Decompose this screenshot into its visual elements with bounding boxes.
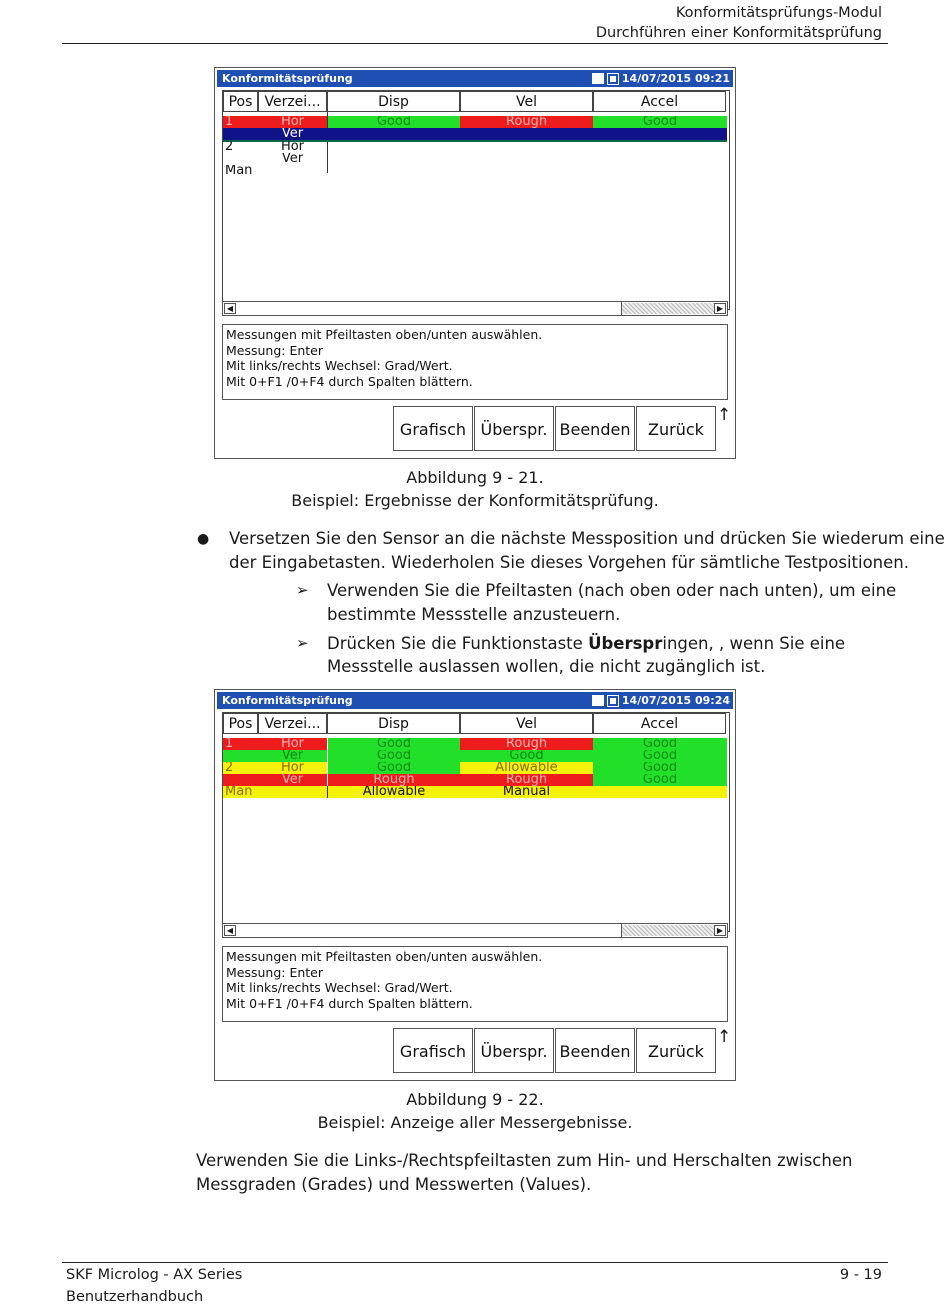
column-header-accel[interactable]: Accel bbox=[593, 91, 726, 112]
column-header-direction[interactable]: Verzei... bbox=[258, 91, 327, 112]
arrow-bullet-icon: ➢ bbox=[296, 581, 309, 599]
sub-bullet-text: Verwenden Sie die Pfeiltasten (nach oben oder nach unten), um eine bbox=[327, 581, 897, 600]
cell-accel: Good bbox=[593, 774, 727, 786]
cell-vel: Rough bbox=[460, 116, 593, 128]
footer-doc-type: Benutzerhandbuch bbox=[66, 1289, 204, 1305]
cell-pos bbox=[223, 774, 258, 786]
column-header-vel[interactable]: Vel bbox=[460, 91, 593, 112]
instructions-box bbox=[222, 946, 728, 1022]
scroll-track[interactable] bbox=[622, 925, 714, 936]
cell-pos bbox=[223, 153, 258, 165]
skip-button[interactable]: Überspr. bbox=[474, 1028, 554, 1073]
device-screen-2 bbox=[214, 689, 736, 1081]
figure-caption-number: Abbildung 9 - 21. bbox=[406, 468, 544, 487]
scroll-thumb[interactable] bbox=[237, 924, 622, 937]
bullet-icon: ● bbox=[197, 531, 210, 547]
sub-bullet-text bbox=[327, 632, 845, 656]
device-screen-1 bbox=[214, 67, 736, 459]
cell-direction: Ver bbox=[258, 750, 327, 762]
cell-direction: Ver bbox=[281, 128, 304, 140]
table-row[interactable] bbox=[223, 128, 727, 140]
function-buttons bbox=[393, 406, 717, 452]
screen-titlebar bbox=[217, 692, 733, 709]
sub-bullet-text-end: ingen, , wenn Sie eine bbox=[662, 634, 846, 653]
battery-icon bbox=[607, 695, 619, 707]
header-rule bbox=[62, 43, 888, 44]
screen-datetime: 14/07/2015 09:21 bbox=[621, 72, 730, 85]
closing-text-line: Verwenden Sie die Links-/Rechtspfeiltasten zum Hin- und Herschalten zwischen bbox=[196, 1151, 853, 1170]
instruction-line: Messungen mit Pfeiltasten oben/unten auswählen. bbox=[226, 949, 543, 964]
screen-titlebar bbox=[217, 70, 733, 87]
screen-datetime: 14/07/2015 09:24 bbox=[621, 694, 730, 707]
memory-card-icon bbox=[592, 695, 604, 706]
cell-accel: Good bbox=[593, 750, 727, 762]
figure-caption-text: Beispiel: Ergebnisse der Konformitätsprüfung. bbox=[291, 491, 659, 510]
column-header-disp[interactable]: Disp bbox=[327, 713, 460, 734]
closing-text-line: Messgraden (Grades) und Messwerten (Values). bbox=[196, 1175, 592, 1194]
cell-accel: Good bbox=[593, 762, 727, 774]
status-area bbox=[592, 692, 730, 709]
instruction-line: Messungen mit Pfeiltasten oben/unten auswählen. bbox=[226, 327, 543, 342]
instruction-line: Mit 0+F1 /0+F4 durch Spalten blättern. bbox=[226, 373, 473, 389]
shift-arrow-icon: ↑ bbox=[717, 1027, 732, 1047]
cell-accel: Good bbox=[593, 738, 727, 750]
scroll-right-icon[interactable]: ▶ bbox=[714, 303, 726, 314]
results-grid[interactable] bbox=[222, 712, 730, 932]
shift-arrow-icon: ↑ bbox=[717, 405, 732, 425]
footer-rule bbox=[62, 1262, 888, 1263]
cell-disp: Good bbox=[328, 738, 460, 750]
cell-direction: Hor bbox=[258, 738, 327, 750]
table-row[interactable] bbox=[223, 750, 727, 762]
cell-pos: Man bbox=[225, 165, 253, 177]
bullet-text-line: der Eingabetasten. Wiederholen Sie dieses Vorgehen für sämtliche Testpositionen. bbox=[229, 553, 909, 572]
scroll-left-icon[interactable]: ◀ bbox=[224, 925, 236, 936]
cell-pos bbox=[223, 128, 258, 140]
cell-pos: 1 bbox=[223, 738, 258, 750]
back-button[interactable]: Zurück bbox=[636, 1028, 716, 1073]
instruction-line: Mit links/rechts Wechsel: Grad/Wert. bbox=[226, 358, 453, 373]
cell-pos: 2 bbox=[225, 141, 234, 153]
battery-icon bbox=[607, 73, 619, 85]
instruction-line: Mit links/rechts Wechsel: Grad/Wert. bbox=[226, 980, 453, 995]
footer-product: SKF Microlog - AX Series bbox=[66, 1267, 243, 1283]
cell-direction: Hor bbox=[258, 116, 327, 128]
table-row[interactable] bbox=[223, 738, 727, 750]
column-header-pos[interactable]: Pos bbox=[223, 91, 258, 112]
memory-card-icon bbox=[592, 73, 604, 84]
table-row[interactable] bbox=[223, 116, 727, 128]
arrow-bullet-icon: ➢ bbox=[296, 634, 309, 652]
instruction-line: Messung: Enter bbox=[226, 964, 324, 980]
horizontal-scrollbar[interactable] bbox=[222, 301, 728, 316]
table-row[interactable] bbox=[223, 786, 727, 798]
instructions-box bbox=[222, 324, 728, 400]
function-buttons bbox=[393, 1028, 717, 1074]
column-divider bbox=[327, 786, 328, 798]
cell-pos bbox=[223, 750, 258, 762]
cell-pos: 1 bbox=[223, 116, 258, 128]
bullet-text-line: Versetzen Sie den Sensor an die nächste Messposition und drücken Sie wiederum eine bbox=[229, 529, 945, 548]
cell-vel: Rough bbox=[460, 774, 593, 786]
header-module: Konformitätsprüfungs-Modul bbox=[675, 5, 882, 21]
status-area bbox=[592, 70, 730, 87]
table-row[interactable] bbox=[223, 762, 727, 774]
cell-accel: Good bbox=[593, 116, 727, 128]
column-header-direction[interactable]: Verzei... bbox=[258, 713, 327, 734]
cell-disp: Allowable bbox=[328, 786, 460, 798]
header-section: Durchführen einer Konformitätsprüfung bbox=[595, 25, 882, 41]
cell-vel: Allowable bbox=[460, 762, 593, 774]
figure-caption-text: Beispiel: Anzeige aller Messergebnisse. bbox=[317, 1113, 633, 1132]
table-row[interactable] bbox=[223, 165, 727, 177]
column-header-vel[interactable]: Vel bbox=[460, 713, 593, 734]
page-number: 9 - 19 bbox=[839, 1267, 882, 1283]
column-header-pos[interactable]: Pos bbox=[223, 713, 258, 734]
cell-accel bbox=[593, 786, 727, 798]
cell-vel: Manual bbox=[460, 786, 593, 798]
cell-vel: Good bbox=[460, 750, 593, 762]
cell-vel: Rough bbox=[460, 738, 593, 750]
horizontal-scrollbar[interactable] bbox=[222, 923, 728, 938]
finish-button[interactable]: Beenden bbox=[555, 1028, 635, 1073]
skip-button[interactable]: Überspr. bbox=[474, 406, 554, 451]
instruction-line: Mit 0+F1 /0+F4 durch Spalten blättern. bbox=[226, 995, 473, 1011]
scroll-track[interactable] bbox=[622, 303, 714, 314]
scroll-right-icon[interactable]: ▶ bbox=[714, 925, 726, 936]
grafisch-button[interactable]: Grafisch bbox=[393, 406, 473, 451]
scroll-left-icon[interactable]: ◀ bbox=[224, 303, 236, 314]
back-button[interactable]: Zurück bbox=[636, 406, 716, 451]
grafisch-button[interactable]: Grafisch bbox=[393, 1028, 473, 1073]
cell-disp: Good bbox=[328, 116, 460, 128]
table-row[interactable] bbox=[223, 774, 727, 786]
column-header-accel[interactable]: Accel bbox=[593, 713, 726, 734]
sub-bullet-text: bestimmte Messstelle anzusteuern. bbox=[327, 605, 621, 624]
cell-disp: Good bbox=[328, 762, 460, 774]
cell-direction: Ver bbox=[281, 153, 304, 165]
cell-disp: Good bbox=[328, 750, 460, 762]
cell-direction: Hor bbox=[280, 141, 305, 153]
instruction-line: Messung: Enter bbox=[226, 342, 324, 358]
results-grid[interactable] bbox=[222, 90, 730, 310]
cell-pos: Man bbox=[223, 786, 258, 798]
table-row[interactable] bbox=[223, 153, 727, 165]
figure-caption-number: Abbildung 9 - 22. bbox=[406, 1090, 544, 1109]
cell-disp: Rough bbox=[328, 774, 460, 786]
cell-direction bbox=[258, 786, 327, 798]
key-name: Überspr bbox=[588, 634, 663, 653]
screen-title: Konformitätsprüfung bbox=[222, 694, 353, 707]
cell-direction: Ver bbox=[258, 774, 327, 786]
sub-bullet-text: Messstelle auslassen wollen, die nicht zugänglich ist. bbox=[327, 657, 766, 676]
cell-pos: 2 bbox=[223, 762, 258, 774]
scroll-thumb[interactable] bbox=[237, 302, 622, 315]
screen-title: Konformitätsprüfung bbox=[222, 72, 353, 85]
column-header-disp[interactable]: Disp bbox=[327, 91, 460, 112]
sub-bullet-text-start: Drücken Sie die Funktionstaste bbox=[327, 634, 589, 653]
cell-direction: Hor bbox=[258, 762, 327, 774]
table-row[interactable] bbox=[223, 141, 727, 153]
finish-button[interactable]: Beenden bbox=[555, 406, 635, 451]
